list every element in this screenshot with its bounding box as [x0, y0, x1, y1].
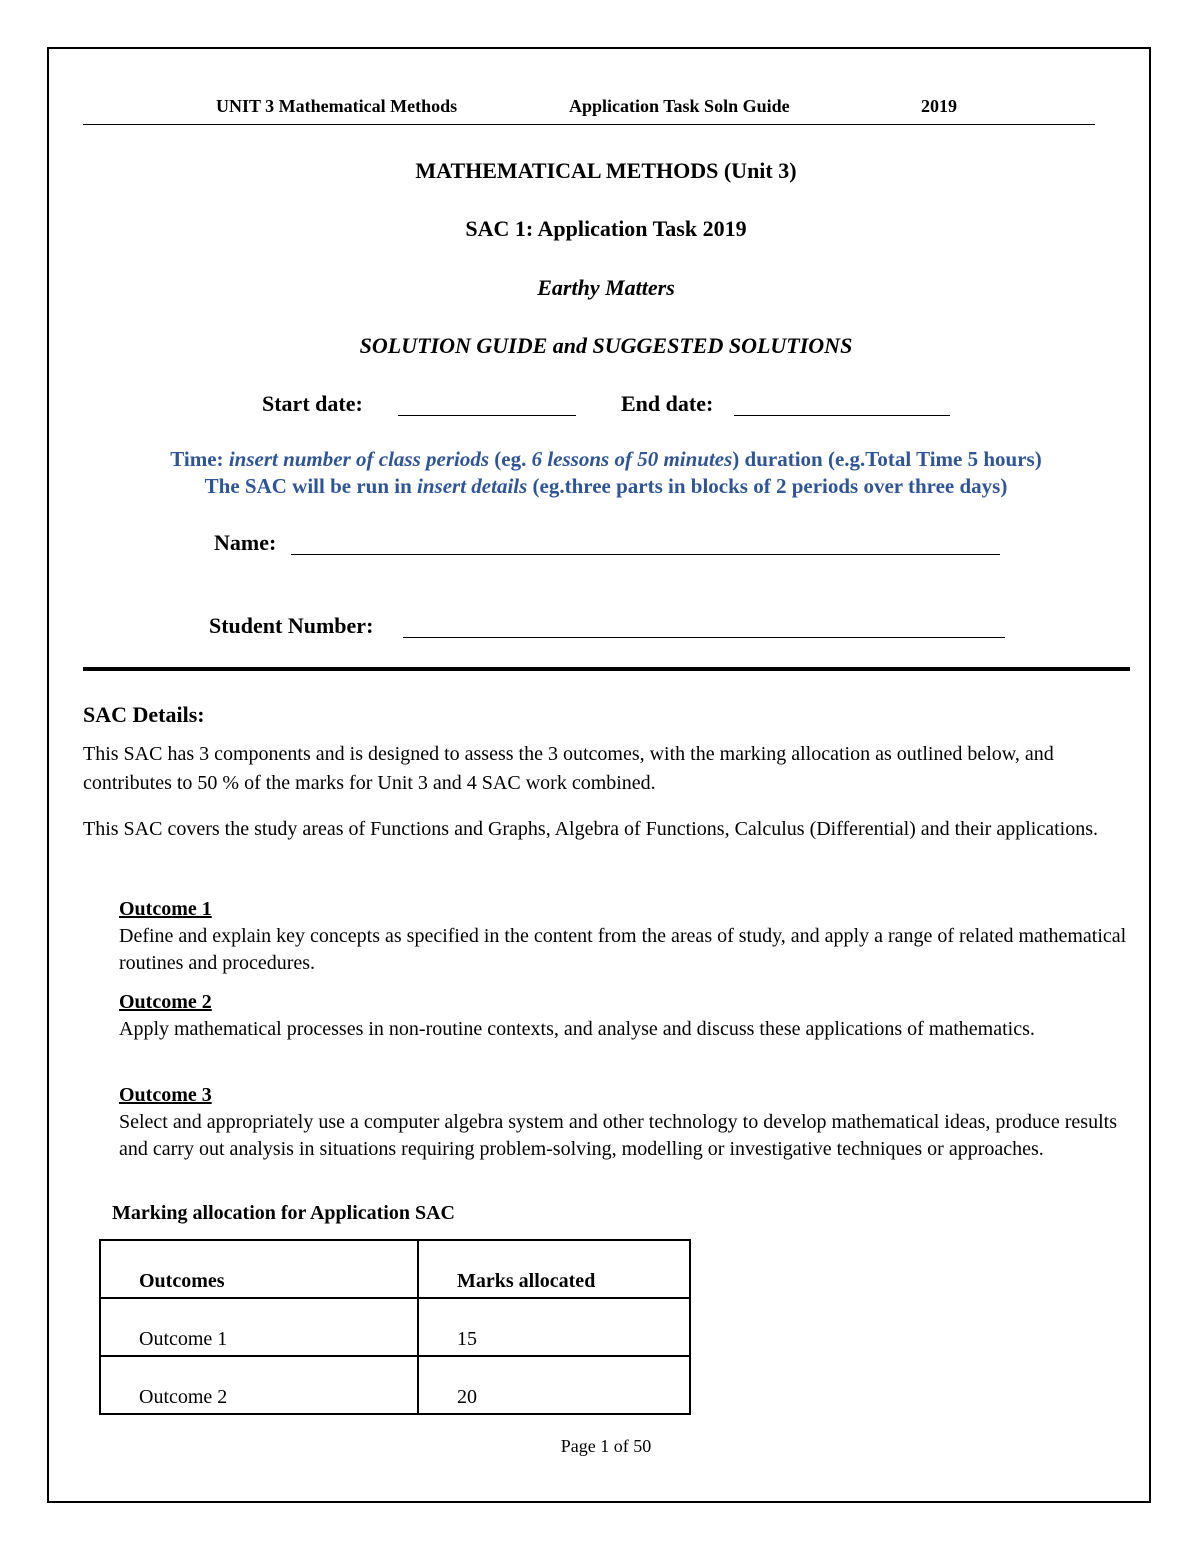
main-title: MATHEMATICAL METHODS (Unit 3): [415, 158, 797, 183]
outcome-1-text: Define and explain key concepts as specified in the content from the areas of study, and apply a range of related mathematical routines and procedures.: [119, 925, 1127, 974]
time-instructions-line1: [83, 447, 1129, 472]
sac-details-heading: SAC Details:: [83, 702, 205, 727]
name-field[interactable]: [291, 554, 1000, 555]
guide-title: SOLUTION GUIDE and SUGGESTED SOLUTIONS: [359, 333, 853, 358]
start-date-label: Start date:: [262, 391, 363, 416]
allocation-heading: Marking allocation for Application SAC: [112, 1202, 455, 1224]
run-placeholder: insert details: [417, 474, 528, 498]
outcome-1-title: Outcome 1: [119, 898, 212, 920]
time-instructions-line2: [83, 474, 1129, 499]
sac-title: SAC 1: Application Task 2019: [465, 216, 747, 241]
end-date-field[interactable]: [734, 415, 950, 416]
row-marks: 20: [418, 1356, 690, 1414]
time-duration: ) duration (e.g.Total Time 5 hours): [732, 447, 1042, 471]
run-example: (eg.three parts in blocks of 2 periods over three days): [527, 474, 1008, 498]
header-document: Application Task Soln Guide: [569, 96, 790, 116]
time-example: 6 lessons of 50 minutes: [531, 447, 733, 471]
outcome-1: [119, 896, 1129, 977]
outcome-3-text: Select and appropriately use a computer algebra system and other technology to develop mathematical ideas, produce results and carry out analysis in situations requiring problem-solving, modelling or investigative techniques or approaches.: [119, 1111, 1117, 1160]
time-eg-open: (eg.: [489, 447, 532, 471]
row-outcome: Outcome 1: [100, 1298, 418, 1356]
table-header-row: [100, 1240, 690, 1298]
name-label: Name:: [214, 530, 277, 555]
run-label: The SAC will be run in: [204, 474, 418, 498]
outcome-3: [119, 1082, 1129, 1163]
running-header: [83, 96, 1095, 125]
outcome-2: [119, 989, 1129, 1043]
table-row: [100, 1356, 690, 1414]
header-course: UNIT 3 Mathematical Methods: [216, 96, 458, 116]
column-header-marks: Marks allocated: [418, 1240, 690, 1298]
header-year: 2019: [921, 96, 957, 116]
details-paragraph-1: This SAC has 3 components and is designed to assess the 3 outcomes, with the marking allocation as outlined below, and contributes to 50 % of the marks for Unit 3 and 4 SAC work combined.: [83, 743, 1054, 794]
student-number-label: Student Number:: [209, 613, 374, 638]
row-outcome: Outcome 2: [100, 1356, 418, 1414]
page-number: Page 1 of 50: [560, 1436, 652, 1456]
start-date-field[interactable]: [398, 415, 576, 416]
outcome-2-text: Apply mathematical processes in non-routine contexts, and analyse and discuss these applications of mathematics.: [119, 1018, 1035, 1040]
time-label: Time:: [170, 447, 229, 471]
column-header-outcomes: Outcomes: [100, 1240, 418, 1298]
section-divider: [83, 667, 1130, 671]
student-number-field[interactable]: [403, 637, 1005, 638]
outcome-2-title: Outcome 2: [119, 991, 212, 1013]
time-placeholder: insert number of class periods: [228, 447, 490, 471]
task-subtitle: Earthy Matters: [537, 275, 675, 300]
end-date-label: End date:: [621, 391, 714, 416]
row-marks: 15: [418, 1298, 690, 1356]
table-row: [100, 1298, 690, 1356]
outcome-3-title: Outcome 3: [119, 1084, 212, 1106]
allocation-table: [99, 1239, 691, 1415]
details-paragraph-2: This SAC covers the study areas of Functions and Graphs, Algebra of Functions, Calculus (Differential) and their applications.: [83, 818, 1098, 840]
